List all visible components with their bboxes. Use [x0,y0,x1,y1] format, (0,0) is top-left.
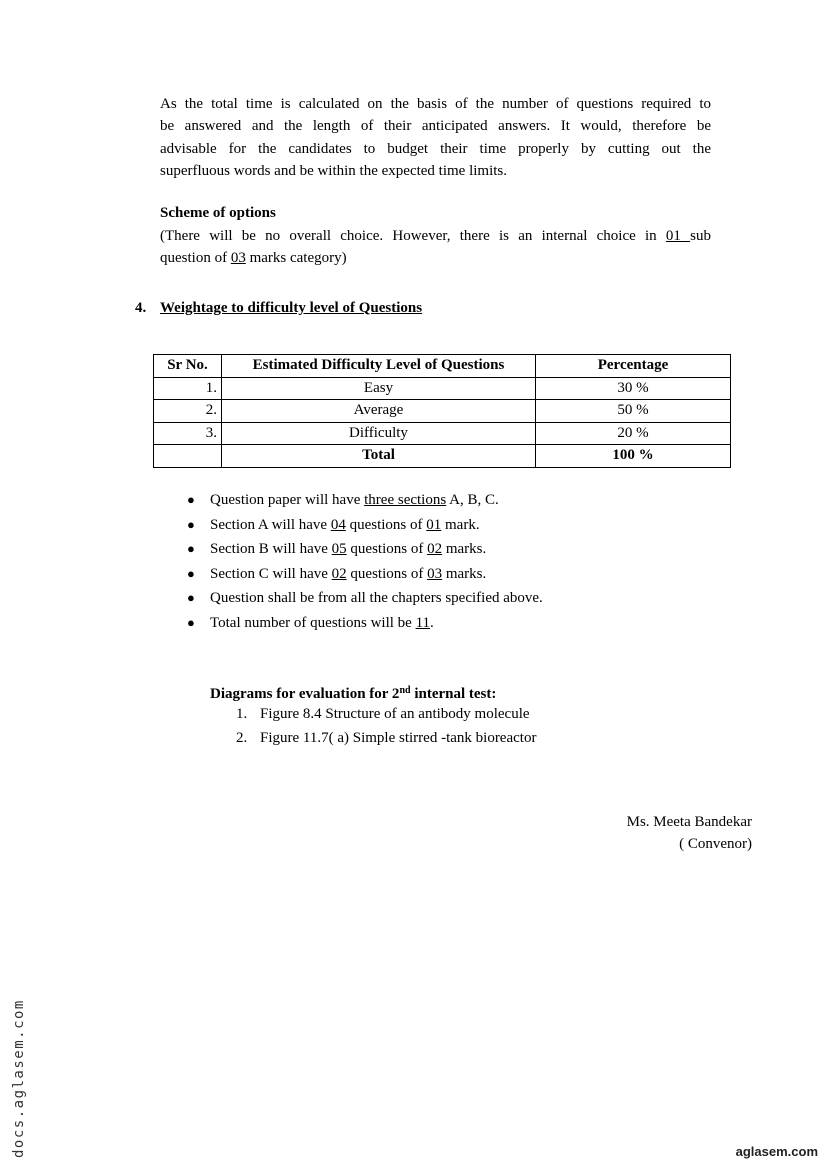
table-row [154,400,731,423]
item-text: questions of [346,541,428,558]
list-item [187,488,543,513]
difficulty-table [153,354,731,468]
sr-cell: 2. [154,400,222,423]
scheme-text-part: marks category) [245,250,347,267]
item-text: Figure 11.7( a) Simple stirred -tank bioreactor [260,729,537,746]
sr-cell: 3. [154,422,222,445]
intro-line: advisable for the candidates to budget their time properly by cutting out the [160,140,711,157]
item-text: marks. [442,565,487,582]
signature-block [627,811,752,855]
side-watermark: docs.aglasem.com [11,999,27,1158]
signatory-role: ( Convenor) [679,836,752,852]
scheme-heading: Scheme of options [160,205,276,221]
column-header: Estimated Difficulty Level of Questions [222,355,536,378]
item-text: . [430,614,434,631]
bullet-icon: ● [187,492,195,507]
heading-superscript: nd [399,685,411,696]
level-cell: Easy [222,377,536,400]
bullet-icon: ● [187,541,195,557]
list-item [236,727,536,751]
item-text: mark. [441,516,480,533]
percentage-cell: 20 % [536,422,731,445]
item-text: Total number of questions will be [210,614,416,631]
list-item [236,703,536,727]
scheme-text-part: question of [160,250,231,267]
intro-paragraph [160,93,711,182]
bullet-icon: ● [187,590,195,606]
item-text: marks. [442,541,487,558]
diagrams-list [236,703,536,750]
section-number: 4. [135,300,147,316]
item-text: questions of [345,516,427,533]
level-cell: Average [222,400,536,423]
total-percentage-cell: 100 % [536,445,731,468]
section-title: Weightage to difficulty level of Questions [160,300,423,316]
column-header: Sr No. [154,355,222,378]
intro-line: As the total time is calculated on the basis of the number of questions required to [160,96,711,112]
list-item [187,562,543,587]
scheme-line [160,225,711,247]
item-text: Question shall be from all the chapters specified above. [210,590,543,607]
intro-line: be answered and the length of their anticipated answers. It would, therefore be [160,118,711,135]
scheme-text-part: (There will be no overall choice. However, there is an internal choice in [160,228,666,244]
table-row [154,422,731,445]
item-underlined: 03 [427,565,443,582]
percentage-cell: 30 % [536,377,731,400]
diagrams-heading [210,680,496,705]
scheme-underlined-number: 01 [665,228,691,244]
list-item [187,611,543,636]
bullet-icon: ● [187,516,195,532]
signatory-name: Ms. Meeta Bandekar [626,814,752,830]
scheme-underlined-number: 03 [230,250,246,267]
item-underlined: 11 [415,614,431,631]
percentage-cell: 50 % [536,400,731,423]
item-underlined: 01 [426,516,442,533]
item-text: Section B will have [210,541,332,558]
item-text: A, B, C. [446,492,499,508]
table-row [154,377,731,400]
list-item [187,513,543,538]
item-underlined: 04 [330,516,346,533]
item-text: Question paper will have [210,492,365,508]
item-number: 1. [236,706,248,722]
heading-text: internal test: [410,686,497,702]
sr-cell: 1. [154,377,222,400]
item-underlined: 02 [427,541,443,558]
item-text: Figure 8.4 Structure of an antibody molecule [260,706,530,722]
item-underlined: 02 [331,565,347,582]
table-total-row [154,445,731,468]
item-text: Section A will have [210,516,331,533]
scheme-text [160,225,711,270]
list-item [187,537,543,562]
item-text: Section C will have [210,565,332,582]
section-heading [135,297,422,319]
item-text: questions of [346,565,428,582]
list-item [187,586,543,611]
level-cell: Difficulty [222,422,536,445]
bullet-icon: ● [187,614,195,630]
table-header-row [154,355,731,378]
total-label-cell: Total [222,445,536,468]
footer-watermark: aglasem.com [735,1144,818,1159]
item-number: 2. [236,729,248,746]
item-underlined: three sections [364,492,447,508]
bullet-icon: ● [187,565,195,581]
intro-line: superfluous words and be within the expected time limits. [160,162,508,179]
scheme-line [160,247,711,269]
column-header: Percentage [536,355,731,378]
heading-text: Diagrams for evaluation for 2 [210,686,400,702]
sr-cell [154,445,222,468]
item-underlined: 05 [331,541,347,558]
instructions-list [187,488,543,636]
scheme-text-part: sub [690,228,711,244]
